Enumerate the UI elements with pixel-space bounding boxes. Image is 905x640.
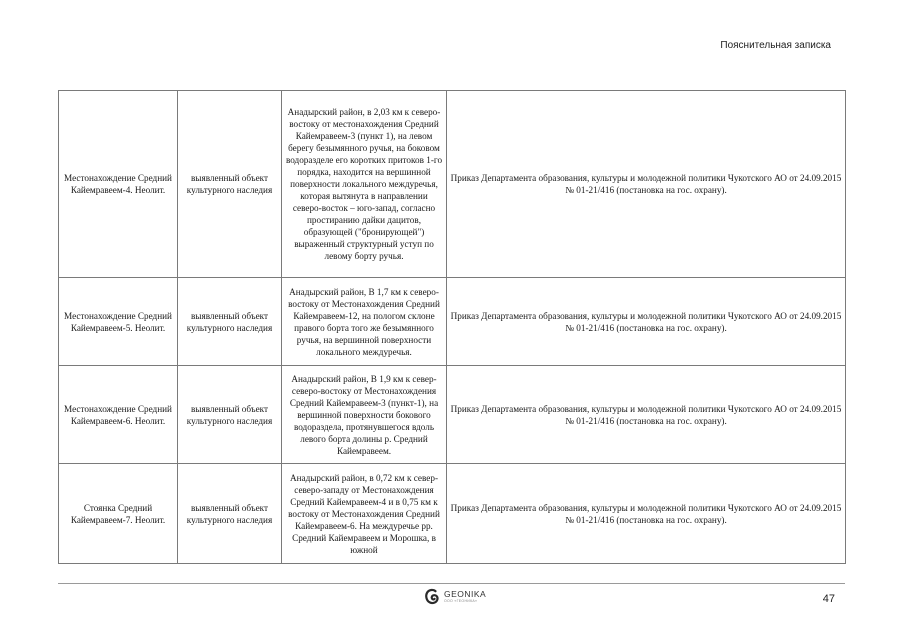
object-name-cell: Местонахождение Средний Кайемравеем-4. Неолит. [59, 91, 178, 278]
object-name-cell: Местонахождение Средний Кайемравеем-6. Неолит. [59, 366, 178, 464]
page-number: 47 [822, 593, 835, 605]
object-type-cell: выявленный объект культурного наследия [178, 366, 282, 464]
geonika-logo [424, 588, 486, 606]
logo-subtext: ООО «ГЕОНИКА» [444, 599, 478, 603]
heritage-objects-table [58, 90, 846, 564]
object-document-cell: Приказ Департамента образования, культуры и молодежной политики Чукотского АО от 24.09.2015 № 01-21/416 (постановка на гос. охрану). [447, 278, 846, 366]
document-header-title: Пояснительная записка [720, 40, 831, 51]
object-location-cell: Анадырский район, В 1,9 км к север-северо-востоку от Местонахождения Средний Кайемравеем-3 (пункт-1), на вершинной поверхности бокового водораздела, протянувшегося вдоль левого борта долины р. Средний Кайемравеем. [282, 366, 447, 464]
table-row [59, 278, 846, 366]
object-location-cell: Анадырский район, в 2,03 км к северо-востоку от местонахождения Средний Кайемравеем-3 (пункт 1), на левом берегу безымянного ручья, на боковом водоразделе его коротких притоков 1-го порядка, находится на вершинной поверхности локального междуречья, которая вытянута в направлении северо-восток – юго-запад, согласно простиранию дайки дацитов, образующей ("бронирующей") выраженный структурный уступ по левому борту ручья. [282, 91, 447, 278]
object-document-cell: Приказ Департамента образования, культуры и молодежной политики Чукотского АО от 24.09.2015 № 01-21/416 (постановка на гос. охрану). [447, 91, 846, 278]
object-name-cell: Стоянка Средний Кайемравеем-7. Неолит. [59, 464, 178, 564]
object-type-cell: выявленный объект культурного наследия [178, 91, 282, 278]
object-name-cell: Местонахождение Средний Кайемравеем-5. Неолит. [59, 278, 178, 366]
footer-divider [58, 583, 845, 584]
table-row [59, 366, 846, 464]
geonika-swirl-icon [424, 588, 440, 606]
table-row [59, 464, 846, 564]
object-document-cell: Приказ Департамента образования, культуры и молодежной политики Чукотского АО от 24.09.2015 № 01-21/416 (постановка на гос. охрану). [447, 366, 846, 464]
object-document-cell: Приказ Департамента образования, культуры и молодежной политики Чукотского АО от 24.09.2015 № 01-21/416 (постановка на гос. охрану). [447, 464, 846, 564]
object-type-cell: выявленный объект культурного наследия [178, 278, 282, 366]
object-location-cell: Анадырский район, в 0,72 км к север-северо-западу от Местонахождения Средний Кайемравеем-4 и в 0,75 км к востоку от Местонахождения Средний Кайемравеем-6. На междуречье рр. Средний Кайемравеем и Морошка, в южной [282, 464, 447, 564]
object-type-cell: выявленный объект культурного наследия [178, 464, 282, 564]
object-location-cell: Анадырский район, В 1,7 км к северо-востоку от Местонахождения Средний Кайемравеем-12, на пологом склоне правого борта того же безымянного ручья, на вершинной поверхности локального междуречья. [282, 278, 447, 366]
logo-text: GEONIKA [444, 589, 487, 599]
table-row [59, 91, 846, 278]
